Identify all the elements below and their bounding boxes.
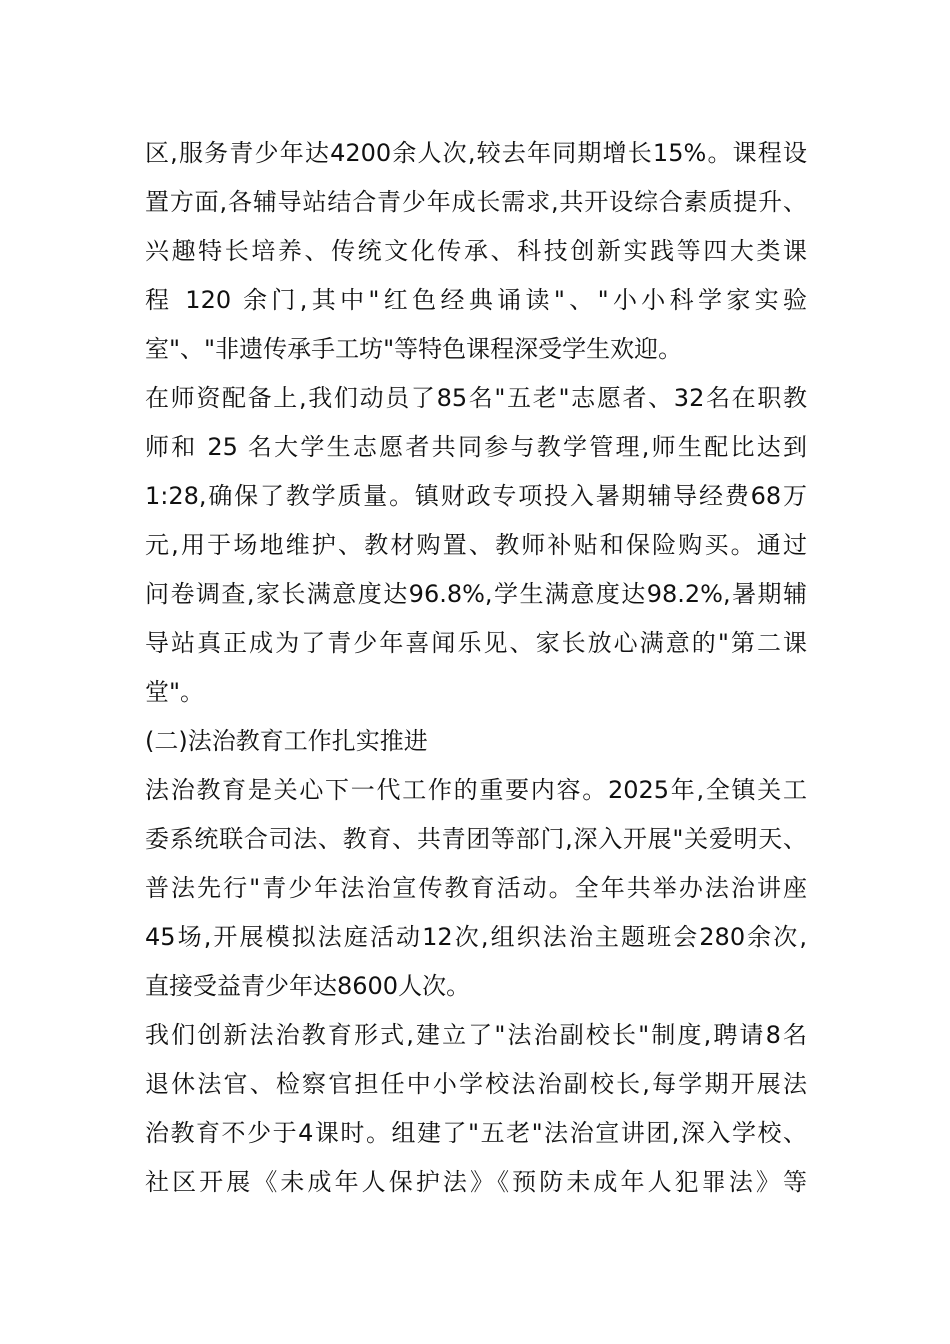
- paragraph-line: 元,用于场地维护、教材购置、教师补贴和保险购买。通过: [145, 531, 807, 559]
- paragraph-line: 问卷调查,家长满意度达96.8%,学生满意度达98.2%,暑期辅: [145, 580, 807, 608]
- paragraph-line: 治教育不少于4课时。组建了"五老"法治宣讲团,深入学校、: [145, 1119, 807, 1147]
- paragraph-line: 兴趣特长培养、传统文化传承、科技创新实践等四大类课: [145, 237, 807, 265]
- paragraph-line: 置方面,各辅导站结合青少年成长需求,共开设综合素质提升、: [145, 188, 807, 216]
- paragraph-line: 区,服务青少年达4200余人次,较去年同期增长15%。课程设: [145, 139, 807, 167]
- paragraph-line: 直接受益青少年达8600人次。: [145, 972, 471, 1000]
- paragraph-line: 社区开展《未成年人保护法》《预防未成年人犯罪法》等: [145, 1168, 807, 1196]
- paragraph-line: 45场,开展模拟法庭活动12次,组织法治主题班会280余次,: [145, 923, 807, 951]
- paragraph-line: 室"、"非遗传承手工坊"等特色课程深受学生欢迎。: [145, 335, 683, 363]
- section-heading: (二)法治教育工作扎实推进: [145, 727, 428, 755]
- paragraph-line: 退休法官、检察官担任中小学校法治副校长,每学期开展法: [145, 1070, 807, 1098]
- paragraph-line: 师和 25 名大学生志愿者共同参与教学管理,师生配比达到: [145, 433, 807, 461]
- paragraph-line: 程 120 余门,其中"红色经典诵读"、"小小科学家实验: [145, 286, 807, 314]
- paragraph-line: 导站真正成为了青少年喜闻乐见、家长放心满意的"第二课: [145, 629, 807, 657]
- paragraph-line: 委系统联合司法、教育、共青团等部门,深入开展"关爱明天、: [145, 825, 807, 853]
- paragraph-line: 普法先行"青少年法治宣传教育活动。全年共举办法治讲座: [145, 874, 807, 902]
- paragraph-line: 我们创新法治教育形式,建立了"法治副校长"制度,聘请8名: [145, 1021, 807, 1049]
- paragraph-line: 在师资配备上,我们动员了85名"五老"志愿者、32名在职教: [145, 384, 807, 412]
- paragraph-line: 法治教育是关心下一代工作的重要内容。2025年,全镇关工: [145, 776, 807, 804]
- paragraph-line: 1:28,确保了教学质量。镇财政专项投入暑期辅导经费68万: [145, 482, 807, 510]
- paragraph-line: 堂"。: [145, 678, 205, 706]
